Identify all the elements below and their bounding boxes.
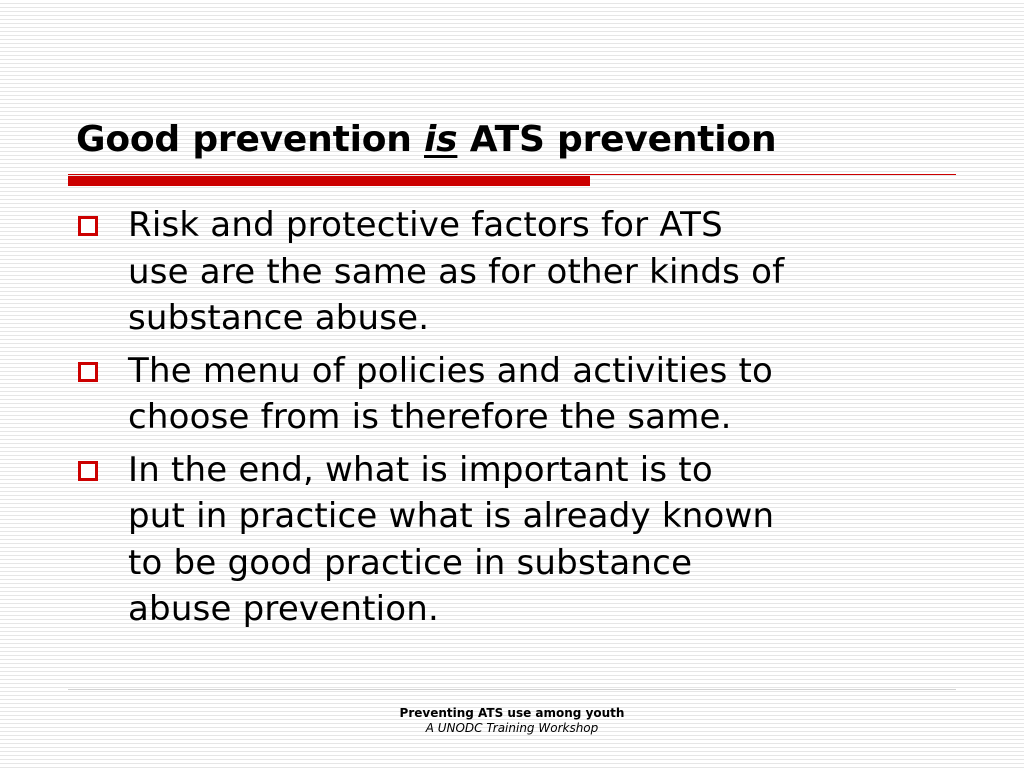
- bullet-item: [76, 348, 976, 441]
- hollow-square-bullet-icon: [78, 362, 98, 382]
- title-text-after: ATS prevention: [457, 119, 777, 160]
- title-text-before: Good prevention: [76, 119, 425, 160]
- footer-subtitle: A UNODC Training Workshop: [425, 721, 599, 735]
- slide-title: [76, 116, 776, 164]
- hollow-square-bullet-icon: [78, 216, 98, 236]
- bullet-text: Risk and protective factors for ATS use are the same as for other kinds of substance abuse.: [128, 205, 785, 338]
- title-emphasis: is: [424, 119, 458, 160]
- bullet-list: [76, 202, 976, 639]
- footer-divider: [68, 689, 956, 690]
- footer-title: Preventing ATS use among youth: [399, 706, 625, 720]
- hollow-square-bullet-icon: [78, 461, 98, 481]
- bullet-text: The menu of policies and activities to choose from is therefore the same.: [128, 350, 774, 437]
- slide-footer: [0, 706, 1024, 736]
- title-divider-thin: [68, 174, 956, 175]
- bullet-item: [76, 447, 976, 633]
- bullet-text: In the end, what is important is to put in practice what is already known to be good practice in substance abuse prevention.: [128, 449, 775, 629]
- bullet-item: [76, 202, 976, 342]
- title-divider-thick: [68, 176, 590, 186]
